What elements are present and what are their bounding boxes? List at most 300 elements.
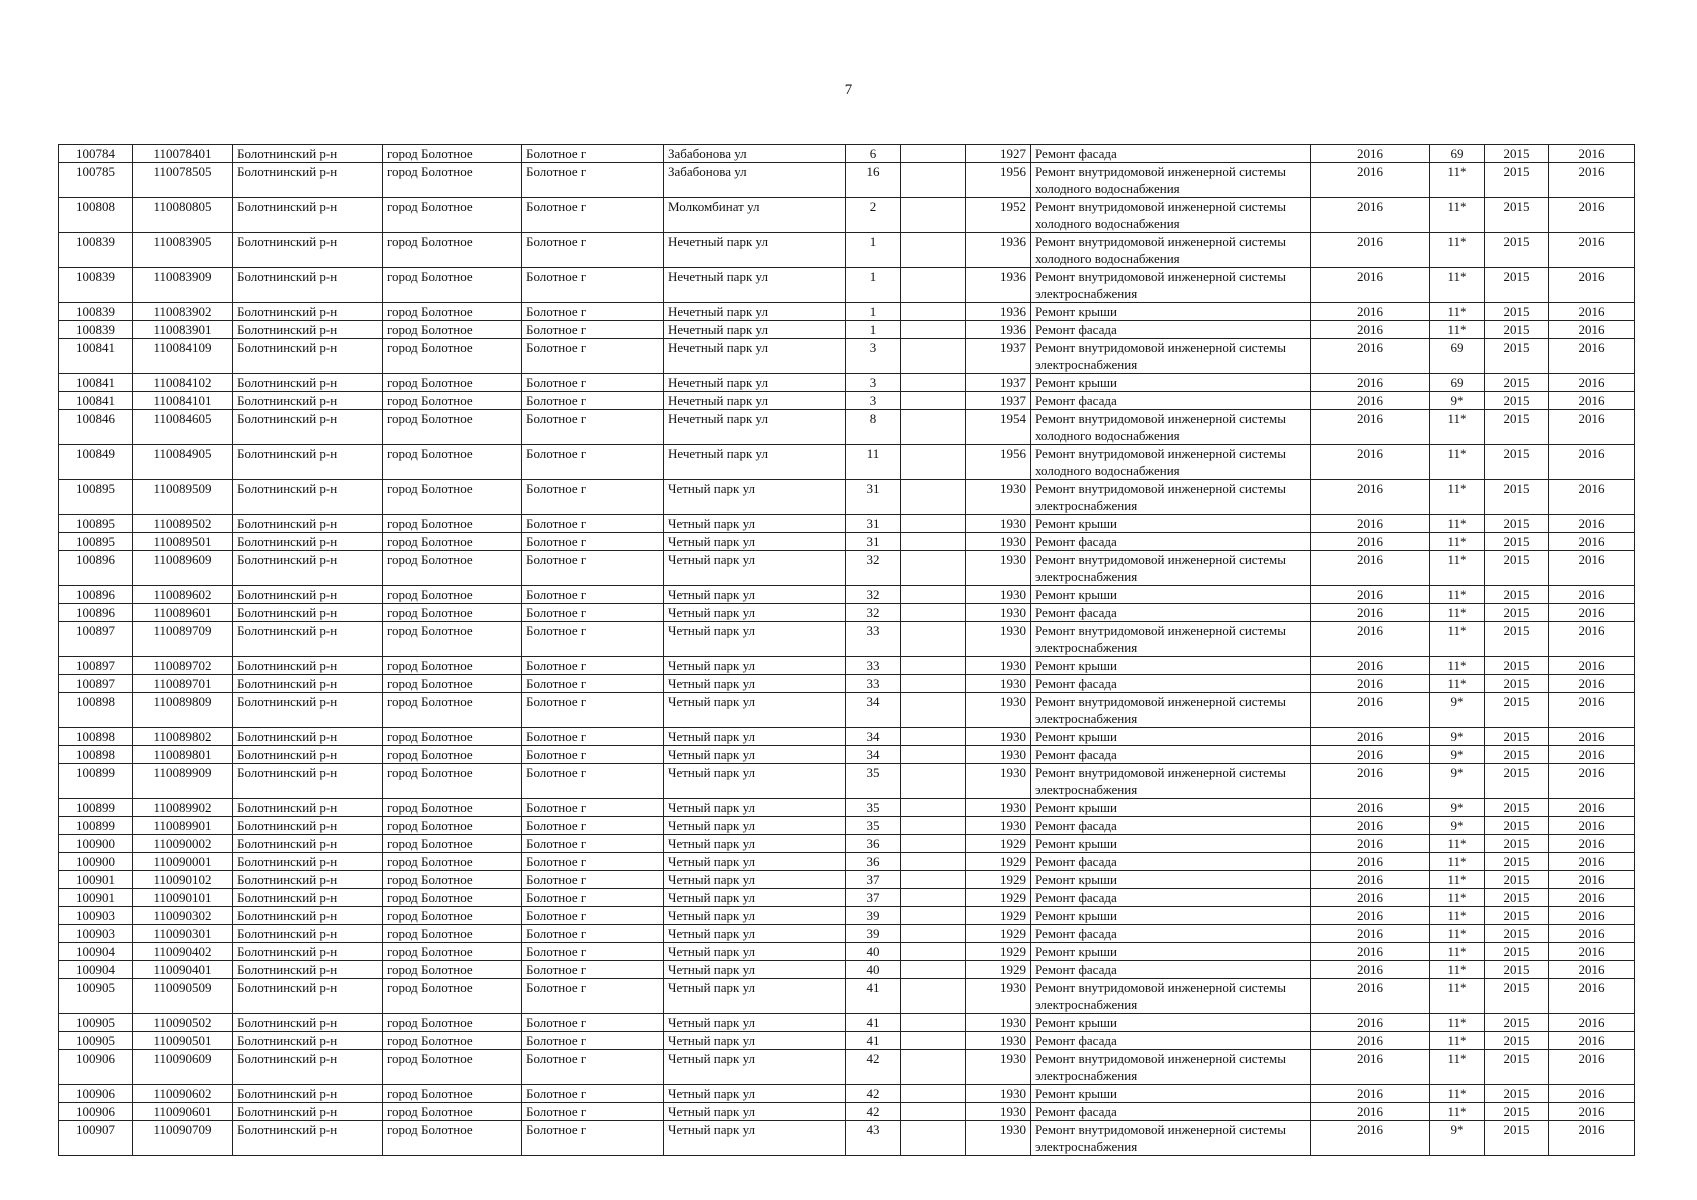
building-cell — [901, 675, 966, 693]
end-year-cell: 2016 — [1549, 853, 1635, 871]
record-id-cell: 110090602 — [133, 1085, 233, 1103]
built-year-cell: 1930 — [966, 657, 1031, 675]
municipality-cell: город Болотное — [383, 979, 522, 1014]
plan-year-cell: 2016 — [1311, 321, 1430, 339]
record-id-cell: 110084109 — [133, 339, 233, 374]
page-number: 7 — [844, 82, 853, 98]
street-cell: Четный парк ул — [664, 764, 846, 799]
work-type-cell: Ремонт фасада — [1031, 853, 1311, 871]
plan-year-cell: 2016 — [1311, 728, 1430, 746]
wear-cell: 11* — [1430, 410, 1485, 445]
locality-cell: Болотное г — [522, 853, 664, 871]
house-number-cell: 41 — [846, 1032, 901, 1050]
municipality-cell: город Болотное — [383, 445, 522, 480]
plan-year-cell: 2016 — [1311, 889, 1430, 907]
locality-cell: Болотное г — [522, 1014, 664, 1032]
record-id-cell: 110090102 — [133, 871, 233, 889]
house-number-cell: 36 — [846, 835, 901, 853]
table-row — [59, 764, 1635, 799]
house-number-cell: 3 — [846, 374, 901, 392]
district-cell: Болотнинский р-н — [233, 835, 383, 853]
district-cell: Болотнинский р-н — [233, 675, 383, 693]
start-year-cell: 2015 — [1485, 675, 1549, 693]
wear-cell: 11* — [1430, 233, 1485, 268]
start-year-cell: 2015 — [1485, 339, 1549, 374]
end-year-cell: 2016 — [1549, 871, 1635, 889]
house-number-cell: 41 — [846, 1014, 901, 1032]
built-year-cell: 1952 — [966, 198, 1031, 233]
end-year-cell: 2016 — [1549, 533, 1635, 551]
wear-cell: 11* — [1430, 1050, 1485, 1085]
house-id-cell: 100839 — [59, 268, 133, 303]
municipality-cell: город Болотное — [383, 410, 522, 445]
built-year-cell: 1930 — [966, 1050, 1031, 1085]
building-cell — [901, 907, 966, 925]
house-number-cell: 31 — [846, 515, 901, 533]
building-cell — [901, 764, 966, 799]
municipality-cell: город Болотное — [383, 1050, 522, 1085]
record-id-cell: 110084102 — [133, 374, 233, 392]
built-year-cell: 1936 — [966, 233, 1031, 268]
building-cell — [901, 1032, 966, 1050]
street-cell: Четный парк ул — [664, 961, 846, 979]
table-row — [59, 145, 1635, 163]
district-cell: Болотнинский р-н — [233, 374, 383, 392]
record-id-cell: 110090101 — [133, 889, 233, 907]
start-year-cell: 2015 — [1485, 515, 1549, 533]
work-type-cell: Ремонт крыши — [1031, 871, 1311, 889]
house-id-cell: 100899 — [59, 764, 133, 799]
start-year-cell: 2015 — [1485, 392, 1549, 410]
record-id-cell: 110078401 — [133, 145, 233, 163]
work-type-cell: Ремонт внутридомовой инженерной системы электроснабжения — [1031, 268, 1311, 303]
district-cell: Болотнинский р-н — [233, 817, 383, 835]
municipality-cell: город Болотное — [383, 1014, 522, 1032]
district-cell: Болотнинский р-н — [233, 853, 383, 871]
built-year-cell: 1929 — [966, 925, 1031, 943]
start-year-cell: 2015 — [1485, 145, 1549, 163]
street-cell: Четный парк ул — [664, 1050, 846, 1085]
locality-cell: Болотное г — [522, 198, 664, 233]
plan-year-cell: 2016 — [1311, 392, 1430, 410]
house-id-cell: 100896 — [59, 604, 133, 622]
end-year-cell: 2016 — [1549, 1121, 1635, 1156]
municipality-cell: город Болотное — [383, 480, 522, 515]
house-number-cell: 32 — [846, 586, 901, 604]
table-row — [59, 675, 1635, 693]
work-type-cell: Ремонт крыши — [1031, 515, 1311, 533]
start-year-cell: 2015 — [1485, 693, 1549, 728]
wear-cell: 11* — [1430, 979, 1485, 1014]
wear-cell: 11* — [1430, 675, 1485, 693]
end-year-cell: 2016 — [1549, 410, 1635, 445]
work-type-cell: Ремонт фасада — [1031, 925, 1311, 943]
end-year-cell: 2016 — [1549, 1032, 1635, 1050]
plan-year-cell: 2016 — [1311, 622, 1430, 657]
house-id-cell: 100901 — [59, 889, 133, 907]
plan-year-cell: 2016 — [1311, 339, 1430, 374]
locality-cell: Болотное г — [522, 764, 664, 799]
start-year-cell: 2015 — [1485, 764, 1549, 799]
street-cell: Нечетный парк ул — [664, 374, 846, 392]
building-cell — [901, 925, 966, 943]
wear-cell: 9* — [1430, 799, 1485, 817]
table-row — [59, 746, 1635, 764]
municipality-cell: город Болотное — [383, 268, 522, 303]
district-cell: Болотнинский р-н — [233, 198, 383, 233]
wear-cell: 11* — [1430, 321, 1485, 339]
street-cell: Нечетный парк ул — [664, 410, 846, 445]
plan-year-cell: 2016 — [1311, 675, 1430, 693]
record-id-cell: 110090609 — [133, 1050, 233, 1085]
building-cell — [901, 586, 966, 604]
house-number-cell: 39 — [846, 907, 901, 925]
house-id-cell: 100808 — [59, 198, 133, 233]
work-type-cell: Ремонт фасада — [1031, 817, 1311, 835]
municipality-cell: город Болотное — [383, 746, 522, 764]
municipality-cell: город Болотное — [383, 586, 522, 604]
record-id-cell: 110089609 — [133, 551, 233, 586]
record-id-cell: 110090401 — [133, 961, 233, 979]
house-id-cell: 100895 — [59, 533, 133, 551]
street-cell: Четный парк ул — [664, 746, 846, 764]
wear-cell: 11* — [1430, 925, 1485, 943]
house-number-cell: 3 — [846, 339, 901, 374]
house-id-cell: 100897 — [59, 675, 133, 693]
start-year-cell: 2015 — [1485, 586, 1549, 604]
street-cell: Четный парк ул — [664, 907, 846, 925]
plan-year-cell: 2016 — [1311, 445, 1430, 480]
house-id-cell: 100839 — [59, 321, 133, 339]
record-id-cell: 110089709 — [133, 622, 233, 657]
municipality-cell: город Болотное — [383, 163, 522, 198]
municipality-cell: город Болотное — [383, 728, 522, 746]
locality-cell: Болотное г — [522, 303, 664, 321]
wear-cell: 69 — [1430, 339, 1485, 374]
record-id-cell: 110083901 — [133, 321, 233, 339]
record-id-cell: 110089909 — [133, 764, 233, 799]
start-year-cell: 2015 — [1485, 551, 1549, 586]
district-cell: Болотнинский р-н — [233, 445, 383, 480]
district-cell: Болотнинский р-н — [233, 303, 383, 321]
start-year-cell: 2015 — [1485, 835, 1549, 853]
building-cell — [901, 445, 966, 480]
building-cell — [901, 622, 966, 657]
locality-cell: Болотное г — [522, 392, 664, 410]
building-cell — [901, 515, 966, 533]
built-year-cell: 1927 — [966, 145, 1031, 163]
record-id-cell: 110090402 — [133, 943, 233, 961]
end-year-cell: 2016 — [1549, 622, 1635, 657]
street-cell: Четный парк ул — [664, 1085, 846, 1103]
wear-cell: 11* — [1430, 835, 1485, 853]
house-number-cell: 36 — [846, 853, 901, 871]
wear-cell: 11* — [1430, 480, 1485, 515]
municipality-cell: город Болотное — [383, 657, 522, 675]
table-row — [59, 817, 1635, 835]
municipality-cell: город Болотное — [383, 1121, 522, 1156]
start-year-cell: 2015 — [1485, 943, 1549, 961]
table-row — [59, 374, 1635, 392]
start-year-cell: 2015 — [1485, 907, 1549, 925]
record-id-cell: 110090302 — [133, 907, 233, 925]
house-number-cell: 41 — [846, 979, 901, 1014]
district-cell: Болотнинский р-н — [233, 925, 383, 943]
end-year-cell: 2016 — [1549, 586, 1635, 604]
locality-cell: Болотное г — [522, 979, 664, 1014]
plan-year-cell: 2016 — [1311, 586, 1430, 604]
building-cell — [901, 339, 966, 374]
locality-cell: Болотное г — [522, 835, 664, 853]
street-cell: Четный парк ул — [664, 853, 846, 871]
record-id-cell: 110090301 — [133, 925, 233, 943]
building-cell — [901, 889, 966, 907]
municipality-cell: город Болотное — [383, 551, 522, 586]
plan-year-cell: 2016 — [1311, 746, 1430, 764]
house-id-cell: 100895 — [59, 515, 133, 533]
plan-year-cell: 2016 — [1311, 871, 1430, 889]
table-row — [59, 1014, 1635, 1032]
record-id-cell: 110089801 — [133, 746, 233, 764]
table-row — [59, 339, 1635, 374]
work-type-cell: Ремонт внутридомовой инженерной системы холодного водоснабжения — [1031, 410, 1311, 445]
built-year-cell: 1930 — [966, 1121, 1031, 1156]
house-number-cell: 1 — [846, 268, 901, 303]
built-year-cell: 1929 — [966, 853, 1031, 871]
house-id-cell: 100849 — [59, 445, 133, 480]
locality-cell: Болотное г — [522, 604, 664, 622]
house-number-cell: 43 — [846, 1121, 901, 1156]
street-cell: Нечетный парк ул — [664, 268, 846, 303]
plan-year-cell: 2016 — [1311, 1121, 1430, 1156]
table-row — [59, 871, 1635, 889]
wear-cell: 11* — [1430, 268, 1485, 303]
locality-cell: Болотное г — [522, 907, 664, 925]
record-id-cell: 110090001 — [133, 853, 233, 871]
table-row — [59, 853, 1635, 871]
end-year-cell: 2016 — [1549, 889, 1635, 907]
locality-cell: Болотное г — [522, 551, 664, 586]
street-cell: Четный парк ул — [664, 622, 846, 657]
record-id-cell: 110083902 — [133, 303, 233, 321]
district-cell: Болотнинский р-н — [233, 268, 383, 303]
end-year-cell: 2016 — [1549, 1050, 1635, 1085]
locality-cell: Болотное г — [522, 480, 664, 515]
locality-cell: Болотное г — [522, 871, 664, 889]
end-year-cell: 2016 — [1549, 979, 1635, 1014]
house-id-cell: 100900 — [59, 835, 133, 853]
plan-year-cell: 2016 — [1311, 1103, 1430, 1121]
wear-cell: 11* — [1430, 1014, 1485, 1032]
start-year-cell: 2015 — [1485, 657, 1549, 675]
building-cell — [901, 533, 966, 551]
locality-cell: Болотное г — [522, 374, 664, 392]
work-type-cell: Ремонт внутридомовой инженерной системы электроснабжения — [1031, 979, 1311, 1014]
district-cell: Болотнинский р-н — [233, 871, 383, 889]
built-year-cell: 1930 — [966, 675, 1031, 693]
district-cell: Болотнинский р-н — [233, 321, 383, 339]
built-year-cell: 1930 — [966, 1085, 1031, 1103]
built-year-cell: 1930 — [966, 480, 1031, 515]
built-year-cell: 1930 — [966, 1014, 1031, 1032]
building-cell — [901, 1050, 966, 1085]
start-year-cell: 2015 — [1485, 1103, 1549, 1121]
street-cell: Четный парк ул — [664, 533, 846, 551]
house-number-cell: 40 — [846, 961, 901, 979]
table-row — [59, 693, 1635, 728]
end-year-cell: 2016 — [1549, 907, 1635, 925]
work-type-cell: Ремонт крыши — [1031, 657, 1311, 675]
work-type-cell: Ремонт фасада — [1031, 145, 1311, 163]
house-id-cell: 100846 — [59, 410, 133, 445]
street-cell: Четный парк ул — [664, 1121, 846, 1156]
end-year-cell: 2016 — [1549, 693, 1635, 728]
plan-year-cell: 2016 — [1311, 303, 1430, 321]
plan-year-cell: 2016 — [1311, 198, 1430, 233]
house-number-cell: 34 — [846, 693, 901, 728]
house-number-cell: 31 — [846, 480, 901, 515]
work-type-cell: Ремонт внутридомовой инженерной системы электроснабжения — [1031, 764, 1311, 799]
house-number-cell: 35 — [846, 764, 901, 799]
locality-cell: Болотное г — [522, 693, 664, 728]
municipality-cell: город Болотное — [383, 799, 522, 817]
work-type-cell: Ремонт внутридомовой инженерной системы электроснабжения — [1031, 339, 1311, 374]
record-id-cell: 110084101 — [133, 392, 233, 410]
table-row — [59, 925, 1635, 943]
work-type-cell: Ремонт крыши — [1031, 835, 1311, 853]
municipality-cell: город Болотное — [383, 1085, 522, 1103]
locality-cell: Болотное г — [522, 622, 664, 657]
wear-cell: 9* — [1430, 728, 1485, 746]
table-row — [59, 321, 1635, 339]
house-id-cell: 100900 — [59, 853, 133, 871]
end-year-cell: 2016 — [1549, 268, 1635, 303]
house-number-cell: 33 — [846, 657, 901, 675]
plan-year-cell: 2016 — [1311, 233, 1430, 268]
house-id-cell: 100901 — [59, 871, 133, 889]
district-cell: Болотнинский р-н — [233, 339, 383, 374]
built-year-cell: 1930 — [966, 764, 1031, 799]
house-id-cell: 100905 — [59, 1032, 133, 1050]
locality-cell: Болотное г — [522, 943, 664, 961]
building-cell — [901, 693, 966, 728]
built-year-cell: 1930 — [966, 693, 1031, 728]
start-year-cell: 2015 — [1485, 1085, 1549, 1103]
municipality-cell: город Болотное — [383, 961, 522, 979]
built-year-cell: 1930 — [966, 1103, 1031, 1121]
municipality-cell: город Болотное — [383, 339, 522, 374]
wear-cell: 11* — [1430, 622, 1485, 657]
district-cell: Болотнинский р-н — [233, 961, 383, 979]
table-row — [59, 1050, 1635, 1085]
locality-cell: Болотное г — [522, 1032, 664, 1050]
street-cell: Четный парк ул — [664, 657, 846, 675]
built-year-cell: 1930 — [966, 533, 1031, 551]
district-cell: Болотнинский р-н — [233, 233, 383, 268]
work-type-cell: Ремонт внутридомовой инженерной системы холодного водоснабжения — [1031, 163, 1311, 198]
plan-year-cell: 2016 — [1311, 764, 1430, 799]
district-cell: Болотнинский р-н — [233, 1014, 383, 1032]
district-cell: Болотнинский р-н — [233, 889, 383, 907]
end-year-cell: 2016 — [1549, 925, 1635, 943]
table-row — [59, 410, 1635, 445]
locality-cell: Болотное г — [522, 817, 664, 835]
building-cell — [901, 303, 966, 321]
building-cell — [901, 799, 966, 817]
plan-year-cell: 2016 — [1311, 925, 1430, 943]
record-id-cell: 110089902 — [133, 799, 233, 817]
work-type-cell: Ремонт крыши — [1031, 799, 1311, 817]
table-row — [59, 392, 1635, 410]
record-id-cell: 110089509 — [133, 480, 233, 515]
municipality-cell: город Болотное — [383, 693, 522, 728]
built-year-cell: 1930 — [966, 622, 1031, 657]
table-row — [59, 515, 1635, 533]
built-year-cell: 1929 — [966, 943, 1031, 961]
house-id-cell: 100896 — [59, 586, 133, 604]
end-year-cell: 2016 — [1549, 374, 1635, 392]
house-number-cell: 34 — [846, 728, 901, 746]
house-id-cell: 100899 — [59, 817, 133, 835]
end-year-cell: 2016 — [1549, 321, 1635, 339]
municipality-cell: город Болотное — [383, 374, 522, 392]
municipality-cell: город Болотное — [383, 604, 522, 622]
record-id-cell: 110089501 — [133, 533, 233, 551]
work-type-cell: Ремонт крыши — [1031, 374, 1311, 392]
building-cell — [901, 817, 966, 835]
house-number-cell: 16 — [846, 163, 901, 198]
house-number-cell: 35 — [846, 799, 901, 817]
wear-cell: 9* — [1430, 693, 1485, 728]
wear-cell: 11* — [1430, 198, 1485, 233]
house-number-cell: 6 — [846, 145, 901, 163]
building-cell — [901, 374, 966, 392]
district-cell: Болотнинский р-н — [233, 907, 383, 925]
built-year-cell: 1929 — [966, 835, 1031, 853]
record-id-cell: 110089601 — [133, 604, 233, 622]
start-year-cell: 2015 — [1485, 889, 1549, 907]
wear-cell: 11* — [1430, 961, 1485, 979]
plan-year-cell: 2016 — [1311, 604, 1430, 622]
locality-cell: Болотное г — [522, 1121, 664, 1156]
table-row — [59, 979, 1635, 1014]
municipality-cell: город Болотное — [383, 1103, 522, 1121]
building-cell — [901, 979, 966, 1014]
start-year-cell: 2015 — [1485, 746, 1549, 764]
work-type-cell: Ремонт внутридомовой инженерной системы электроснабжения — [1031, 480, 1311, 515]
locality-cell: Болотное г — [522, 515, 664, 533]
start-year-cell: 2015 — [1485, 1121, 1549, 1156]
plan-year-cell: 2016 — [1311, 943, 1430, 961]
building-cell — [901, 1121, 966, 1156]
house-id-cell: 100784 — [59, 145, 133, 163]
work-type-cell: Ремонт внутридомовой инженерной системы холодного водоснабжения — [1031, 198, 1311, 233]
municipality-cell: город Болотное — [383, 925, 522, 943]
building-cell — [901, 410, 966, 445]
municipality-cell: город Болотное — [383, 889, 522, 907]
plan-year-cell: 2016 — [1311, 480, 1430, 515]
end-year-cell: 2016 — [1549, 746, 1635, 764]
district-cell: Болотнинский р-н — [233, 746, 383, 764]
record-id-cell: 110083909 — [133, 268, 233, 303]
table-row — [59, 889, 1635, 907]
end-year-cell: 2016 — [1549, 728, 1635, 746]
wear-cell: 11* — [1430, 163, 1485, 198]
built-year-cell: 1930 — [966, 728, 1031, 746]
locality-cell: Болотное г — [522, 533, 664, 551]
house-id-cell: 100899 — [59, 799, 133, 817]
record-id-cell: 110078505 — [133, 163, 233, 198]
